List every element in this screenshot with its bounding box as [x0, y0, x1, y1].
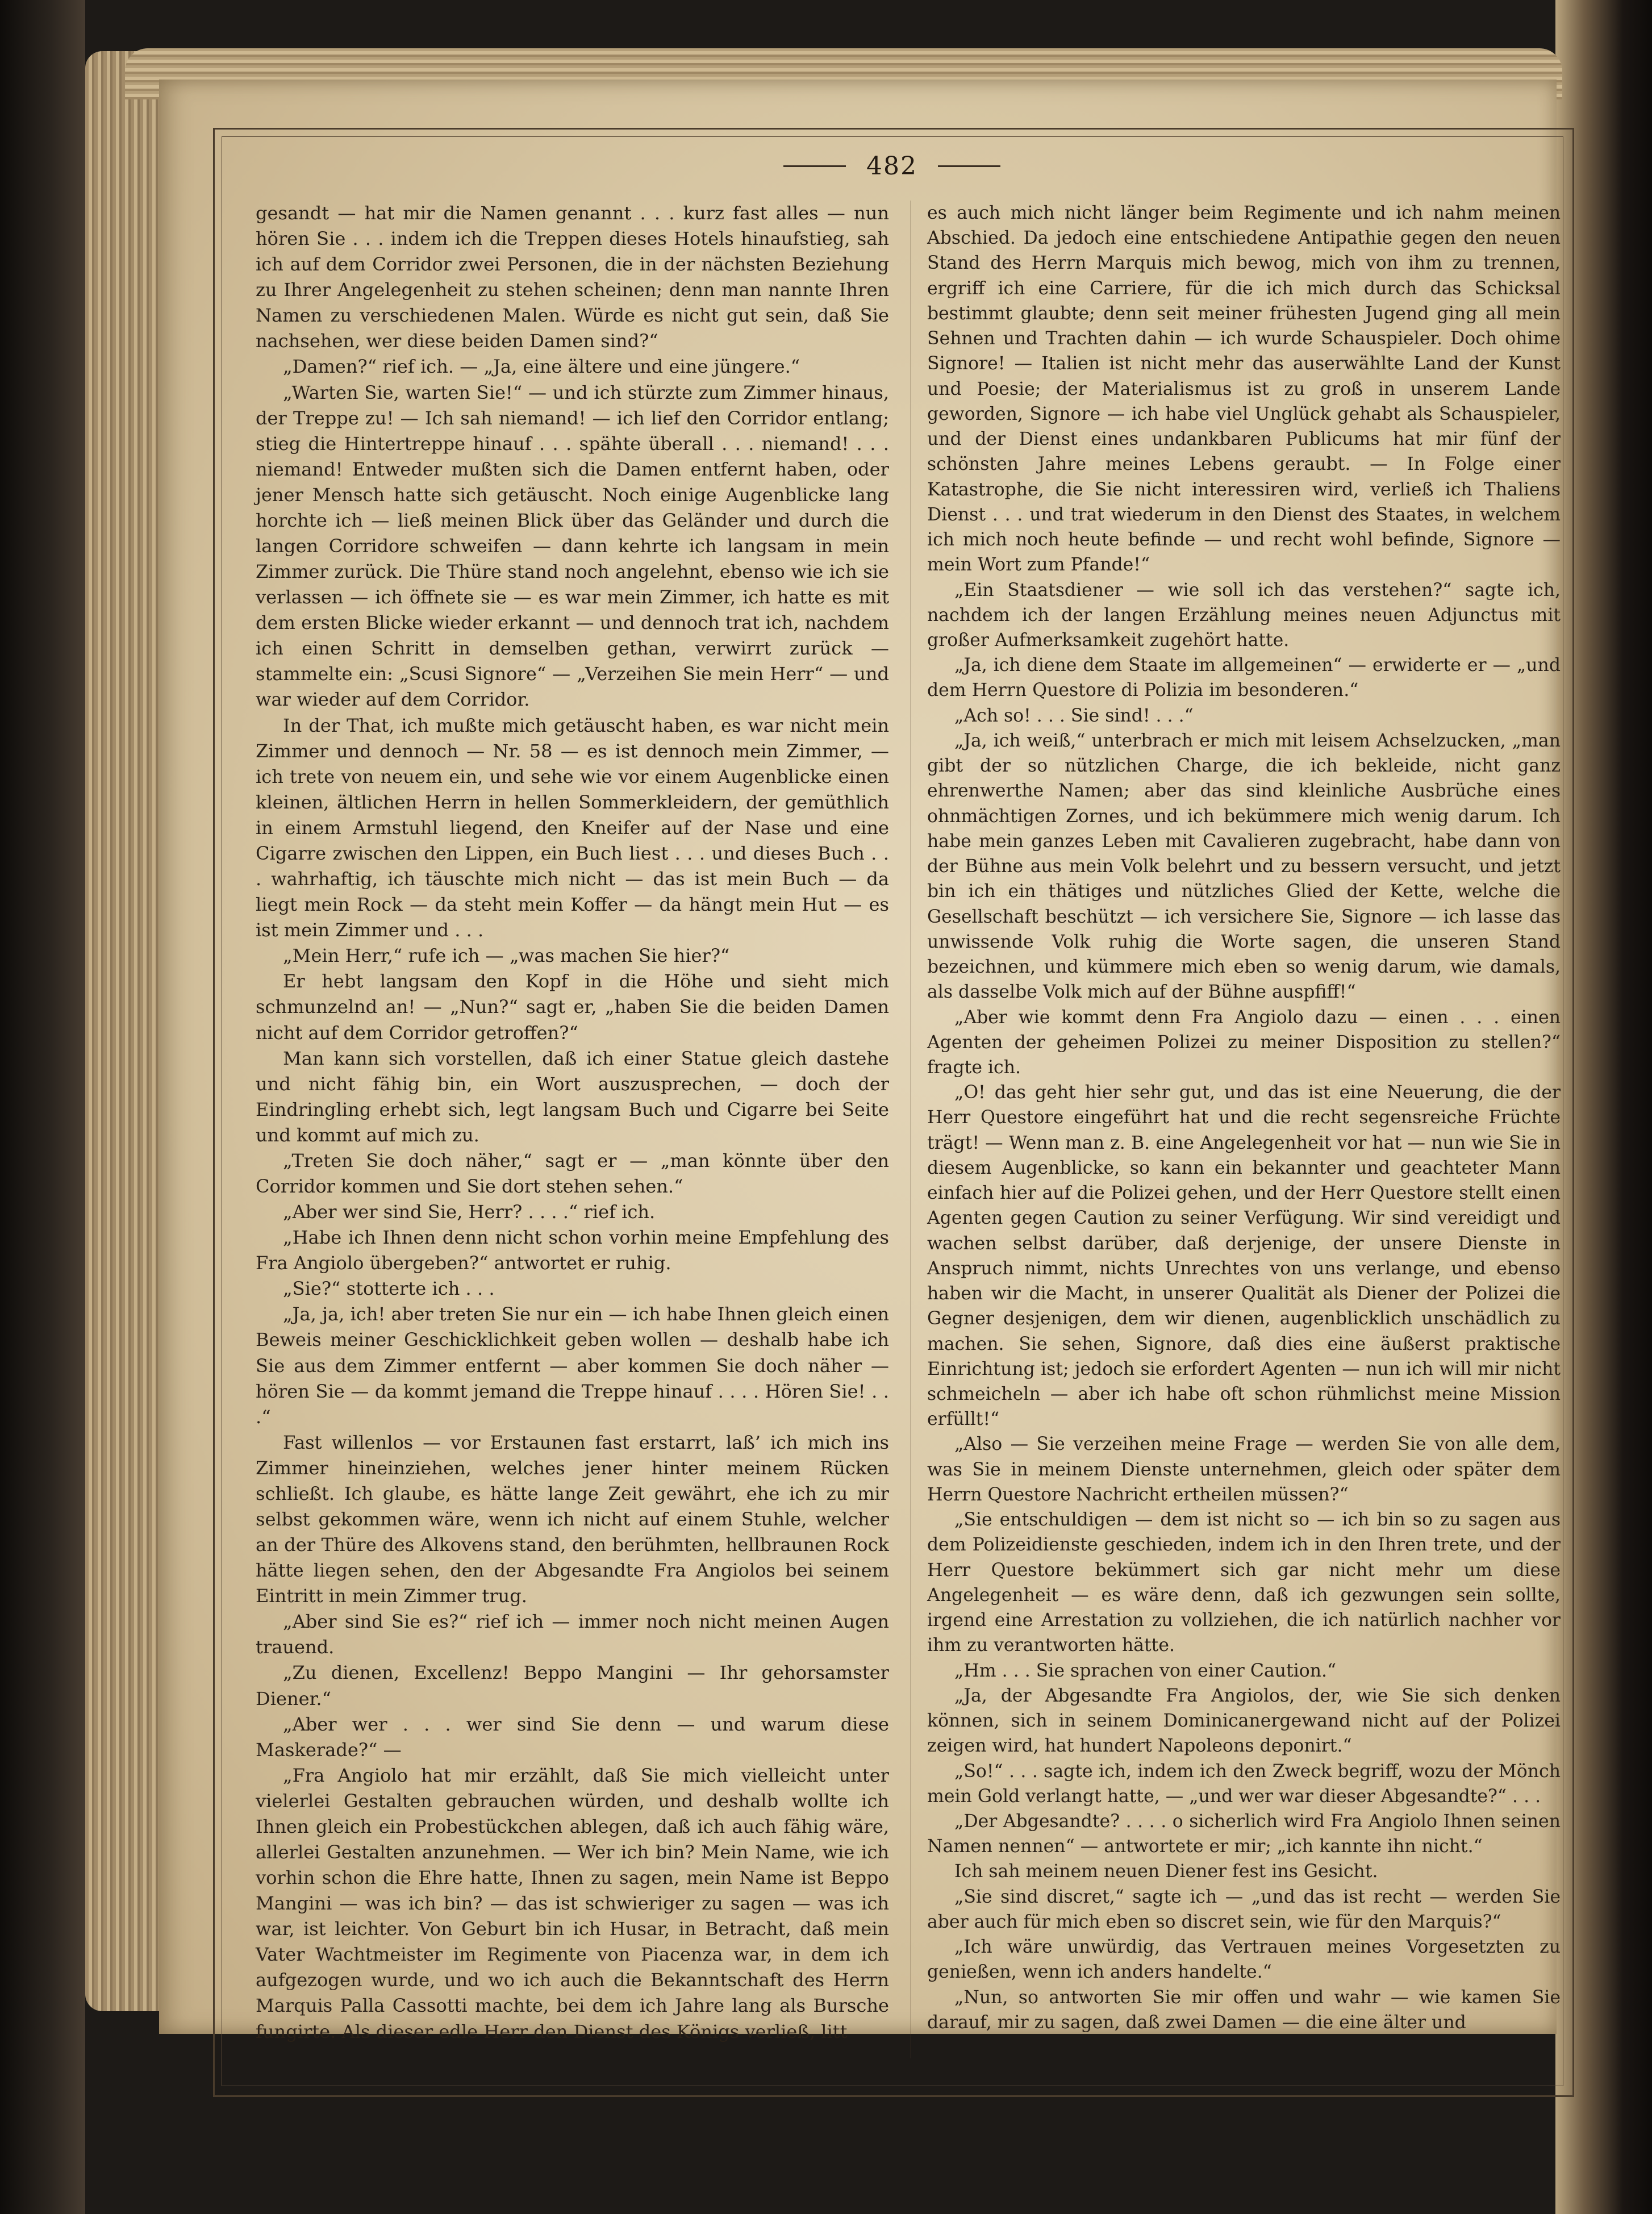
paragraph: „Ja, der Abgesandte Fra Angiolos, der, wie Sie sich denken können, sich in seinem Dominicanergewand nicht auf der Polizei zeigen wird, hat hundert Napoleons deponirt.“ — [927, 1685, 1561, 1757]
paragraph: es auch mich nicht länger beim Regimente und ich nahm meinen Abschied. Da jedoch eine entschiedene Antipathie gegen den neuen Stand des Herrn Marquis mich bewog, mich von ihm zu trennen, ergriff ich eine Carriere, für die ich mich durch das Schicksal bestimmt glaubte; denn seit meiner frühesten Jugend ging all mein Sehnen und Trachten dahin — ich wurde Schauspieler. Doch ohime Signore! — Italien ist nicht mehr das auserwählte Land der Kunst und Poesie; der Materialismus ist zu groß in unserem Lande geworden, Signore — ich habe viel Unglück gehabt als Schauspieler, und der Dienst eines undankbaren Publicums hat mir fünf der schönsten Jahre meines Lebens geraubt. — In Folge einer Katastrophe, die Sie nicht interessiren wird, verließ ich Thaliens Dienst . . . und trat wiederum in den Dienst des Staates, in welchem ich mich noch heute befinde — und recht wohl befinde, Signore — mein Wort zum Pfande!“ — [927, 203, 1561, 576]
paragraph: „Nun, so antworten Sie mir offen und wahr — wie kamen Sie darauf, mir zu sagen, daß zwei Damen — die eine älter und — [927, 1987, 1561, 2033]
paragraph: „Der Abgesandte? . . . . o sicherlich wird Fra Angiolo Ihnen seinen Namen nennen“ — antwortete er mir; „ich kannte ihn nicht.“ — [927, 1811, 1561, 1857]
paragraph: „Also — Sie verzeihen meine Frage — werden Sie von alle dem, was Sie in meinem Dienste unternehmen, gleich oder später dem Herrn Questore Nachricht ertheilen müssen?“ — [927, 1434, 1561, 1505]
column-divider — [910, 201, 911, 2058]
paragraph: „Ja, ich diene dem Staate im allgemeinen“ — erwiderte er — „und dem Herrn Questore di Polizia im besonderen.“ — [927, 655, 1561, 701]
paragraph: „Warten Sie, warten Sie!“ — und ich stürzte zum Zimmer hinaus, der Treppe zu! — Ich sah niemand! — ich lief den Corridor entlang; stieg die Hintertreppe hinauf . . . spähte überall . . . niemand! . . . niemand! Entweder mußten sich die Damen entfernt haben, oder jener Mensch hatte sich getäuscht. Noch einige Augenblicke lang horchte ich — ließ meinen Blick über das Geländer und durch die langen Corridore schweifen — dann kehrte ich langsam in mein Zimmer zurück. Die Thüre stand noch angelehnt, ebenso wie ich sie verlassen — ich öffnete sie — es war mein Zimmer, ich hatte es mit dem ersten Blicke wieder erkannt — und dennoch trat ich, nachdem ich einen Schritt in demselben gethan, verwirrt zurück — stammelte ein: „Scusi Signore“ — „Verzeihen Sie mein Herr“ — und war wieder auf dem Corridor. — [256, 381, 889, 711]
paragraph: Fast willenlos — vor Erstaunen fast erstarrt, laß’ ich mich ins Zimmer hineinziehen, welches jener hinter meinem Rücken schließt. Ich glaube, es hätte lange Zeit gewährt, ehe ich zu mir selbst gekommen wäre, wenn ich nicht auf einem Stuhle, welcher an der Thüre des Alkovens stand, den berühmten, hellbraunen Rock hätte liegen sehen, den der Abgesandte Fra Angiolos bei seinem Eintritt in mein Zimmer trug. — [256, 1431, 889, 1607]
paragraph: „Ach so! . . . Sie sind! . . .“ — [954, 705, 1194, 726]
left-column — [256, 201, 889, 2045]
paragraph: „Ja, ich weiß,“ unterbrach er mich mit leisem Achselzucken, „man gibt der so nützlichen Charge, die ich bekleide, nicht ganz ehrenwerthe Namen; aber das sind kleinliche Ausbrüche eines ohnmächtigen Zornes, und ich bekümmere mich wenig darum. Ich habe mein ganzes Leben mit Cavalieren zugebracht, habe dann von der Bühne aus mein Volk belehrt und zu bessern versucht, und jetzt bin ich ein thätiges und nützliches Glied der Kette, welche die Gesellschaft beschützt — ich versichere Sie, Signore — ich lasse das unwissende Volk ruhig die Worte sagen, die unseren Stand bezeichnen, und kümmere mich eben so wenig darum, wie damals, als dasselbe Volk mich auf der Bühne auspfiff!“ — [927, 730, 1561, 1003]
paragraph: „So!“ . . . sagte ich, indem ich den Zweck begriff, wozu der Mönch mein Gold verlangt hatte, — „und wer war dieser Abgesandte?“ . . . — [927, 1761, 1561, 1807]
paragraph: „Ein Staatsdiener — wie soll ich das verstehen?“ sagte ich, nachdem ich der langen Erzählung meines neuen Adjunctus mit großer Aufmerksamkeit zugehört hatte. — [927, 579, 1561, 651]
paragraph: „Aber wer . . . wer sind Sie denn — und warum diese Maskerade?“ — — [256, 1713, 889, 1761]
paragraph: „Aber wer sind Sie, Herr? . . . .“ rief ich. — [283, 1201, 656, 1223]
paragraph: Er hebt langsam den Kopf in die Höhe und sieht mich schmunzelnd an! — „Nun?“ sagt er, „haben Sie die beiden Damen nicht auf dem Corridor getroffen?“ — [256, 970, 889, 1044]
page-number: 482 — [866, 151, 917, 181]
paragraph: „Aber wie kommt denn Fra Angiolo dazu — einen . . . einen Agenten der geheimen Polizei zu meiner Disposition zu stellen?“ fragte ich. — [927, 1007, 1561, 1078]
paragraph: „Ich wäre unwürdig, das Vertrauen meines Vorgesetzten zu genießen, wenn ich anders handelte.“ — [927, 1937, 1561, 1983]
paragraph: „Fra Angiolo hat mir erzählt, daß Sie mich vielleicht unter vielerlei Gestalten gebrauchen würden, und deshalb wollte ich Ihnen gleich ein Probestückchen ablegen, daß ich auch fähig wäre, allerlei Gestalten anzunehmen. — Wer ich bin? Mein Name, wie ich vorhin schon die Ehre hatte, Ihnen zu sagen, mein Name ist Beppo Mangini — was ich bin? — das ist schwieriger zu sagen — was ich war, ist leichter. Von Geburt bin ich Husar, in Betracht, daß mein Vater Wachtmeister im Regimente von Piacenza war, in dem ich aufgezogen wurde, und wo ich auch die Bekanntschaft des Herrn Marquis Palla Cassotti machte, bei dem ich Jahre lang als Bursche fungirte. Als dieser edle Herr den Dienst des Königs verließ, litt — [256, 1764, 889, 2042]
paragraph: „Sie?“ stotterte ich . . . — [283, 1278, 495, 1300]
paragraph: Man kann sich vorstellen, daß ich einer Statue gleich dastehe und nicht fähig bin, ein Wort auszusprechen, — doch der Eindringling erhebt sich, legt langsam Buch und Cigarre bei Seite und kommt auf mich zu. — [256, 1047, 889, 1146]
page-header — [222, 149, 1562, 183]
paragraph: „Ja, ja, ich! aber treten Sie nur ein — ich habe Ihnen gleich einen Beweis meiner Geschicklichkeit geben wollen — deshalb habe ich Sie aus dem Zimmer entfernt — aber kommen Sie doch näher — hören Sie — da kommt jemand die Treppe hinauf . . . . Hören Sie! . . .“ — [256, 1303, 889, 1428]
header-rule-left — [783, 165, 846, 167]
paragraph: „O! das geht hier sehr gut, und das ist eine Neuerung, die der Herr Questore eingeführt hat und die recht segensreiche Früchte trägt! — Wenn man z. B. eine Angelegenheit vor hat — nun wie Sie in diesem Augenblicke, so kann ein bekannter und geachteter Mann einfach hier auf die Polizei gehen, und der Herr Questore stellt einen Agenten gegen Caution zu seiner Verfügung. Wir sind vereidigt und wachen selbst darüber, daß derjenige, der unsere Dienste in Anspruch nimmt, nichts Unrechtes von uns verlange, und ebenso haben wir die Macht, in unserer Qualität als Diener der Polizei die Gegner desjenigen, dem wir dienen, augenblicklich unschädlich zu machen. Sie sehen, Signore, daß dies eine äußerst praktische Einrichtung ist; jedoch sie erfordert Agenten — nun ich will mir nicht schmeicheln — aber ich habe oft schon rühmlichst meine Mission erfüllt!“ — [927, 1082, 1561, 1430]
paragraph: In der That, ich mußte mich getäuscht haben, es war nicht mein Zimmer und dennoch — Nr. 58 — es ist dennoch mein Zimmer, — ich trete von neuem ein, und sehe wie vor einem Augenblicke einen kleinen, ältlichen Herrn in hellen Sommerkleidern, der gemüthlich in einem Armstuhl liegend, den Kneifer auf der Nase und eine Cigarre zwischen den Lippen, ein Buch liest . . . und dieses Buch . . . wahrhaftig, ich täuschte mich nicht — das ist mein Buch — da liegt mein Rock — da steht mein Koffer — da hängt mein Hut — es ist mein Zimmer und . . . — [256, 714, 889, 941]
paragraph: „Mein Herr,“ rufe ich — „was machen Sie hier?“ — [283, 945, 730, 967]
paragraph: gesandt — hat mir die Namen genannt . . . kurz fast alles — nun hören Sie . . . indem ich die Treppen dieses Hotels hinaufstieg, sah ich auf dem Corridor zwei Personen, die in der nächsten Beziehung zu Ihrer Angelegenheit zu stehen scheinen; denn man nannte Ihren Namen zu verschiedenen Malen. Würde es nicht gut sein, daß Sie nachsehen, wer diese beiden Damen sind?“ — [256, 202, 889, 352]
book-binding-left — [0, 0, 85, 2214]
paragraph: Ich sah meinem neuen Diener fest ins Gesicht. — [954, 1861, 1378, 1882]
paragraph: „Sie entschuldigen — dem ist nicht so — ich bin so zu sagen aus dem Polizeidienste geschieden, indem ich in den Ihren trete, und der Herr Questore bekümmert sich gar nicht mehr um diese Angelegenheit — es wäre denn, daß ich gezwungen sein sollte, irgend eine Arrestation zu vollziehen, die ich natürlich nachher vor ihm zu verantworten hätte. — [927, 1510, 1561, 1656]
paragraph: „Treten Sie doch näher,“ sagt er — „man könnte über den Corridor kommen und Sie dort stehen sehen.“ — [256, 1149, 889, 1197]
right-column — [927, 201, 1561, 2035]
paragraph: „Habe ich Ihnen denn nicht schon vorhin meine Empfehlung des Fra Angiolo übergeben?“ antwortet er ruhig. — [256, 1227, 889, 1274]
paragraph: „Sie sind discret,“ sagte ich — „und das ist recht — werden Sie aber auch für mich eben so discret sein, wie für den Marquis?“ — [927, 1886, 1561, 1932]
paragraph: „Damen?“ rief ich. — „Ja, eine ältere und eine jüngere.“ — [283, 356, 800, 378]
paragraph: „Hm . . . Sie sprachen von einer Caution.“ — [954, 1660, 1337, 1681]
paragraph: „Aber sind Sie es?“ rief ich — immer noch nicht meinen Augen trauend. — [256, 1611, 889, 1658]
paragraph: „Zu dienen, Excellenz! Beppo Mangini — Ihr gehorsamster Diener.“ — [256, 1662, 889, 1710]
header-rule-right — [938, 165, 1000, 167]
